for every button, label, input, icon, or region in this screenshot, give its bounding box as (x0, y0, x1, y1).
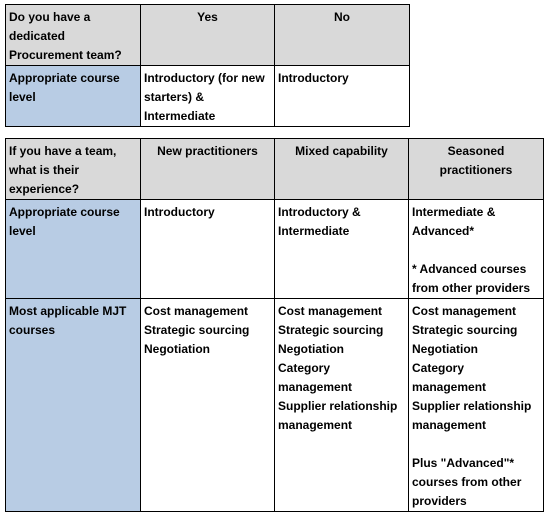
table2-courses-seasoned (409, 299, 544, 512)
list-item: Category management (412, 361, 487, 394)
table2-course-level-mixed: Introductory & Intermediate (275, 200, 409, 299)
list-item: Cost management (412, 304, 517, 318)
list-item: Cost management (278, 304, 383, 318)
list-item: Negotiation (412, 342, 478, 356)
table2-courses-label: Most applicable MJT courses (6, 299, 141, 512)
table1-no-value: Introductory (275, 66, 410, 127)
advanced-footnote: * Advanced courses from other providers (412, 262, 531, 295)
list-item: Strategic sourcing (278, 323, 384, 337)
table1-no-header: No (275, 5, 410, 66)
list-item: Negotiation (278, 342, 344, 356)
table1-row-label: Appropriate course level (6, 66, 141, 127)
table2-mixed-header: Mixed capability (275, 139, 409, 200)
table1-question-header: Do you have a dedicated Procurement team? (6, 5, 141, 66)
table2-course-level-seasoned: Intermediate & Advanced* * Advanced courses from other providers (409, 200, 544, 299)
table2-new-header: New practitioners (141, 139, 275, 200)
table2-course-level-new: Introductory (141, 200, 275, 299)
table2-course-level-label: Appropriate course level (6, 200, 141, 299)
table2-question-header: If you have a team, what is their experience? (6, 139, 141, 200)
list-item: Strategic sourcing (144, 323, 250, 337)
list-item: Negotiation (144, 342, 210, 356)
table2-seasoned-header: Seasoned practitioners (409, 139, 544, 200)
list-item: Supplier relationship management (278, 399, 398, 432)
list-item: Supplier relationship management (412, 399, 532, 432)
plus-advanced-note: Plus "Advanced"* courses from other providers (412, 456, 522, 508)
team-experience-table (5, 138, 544, 512)
table2-courses-mixed (275, 299, 409, 512)
list-item: Category management (278, 361, 353, 394)
table2-courses-new (141, 299, 275, 512)
list-item: Strategic sourcing (412, 323, 518, 337)
procurement-team-table (5, 4, 410, 127)
table1-yes-value: Introductory (for new starters) & Intermediate (141, 66, 275, 127)
table1-yes-header: Yes (141, 5, 275, 66)
list-item: Cost management (144, 304, 249, 318)
